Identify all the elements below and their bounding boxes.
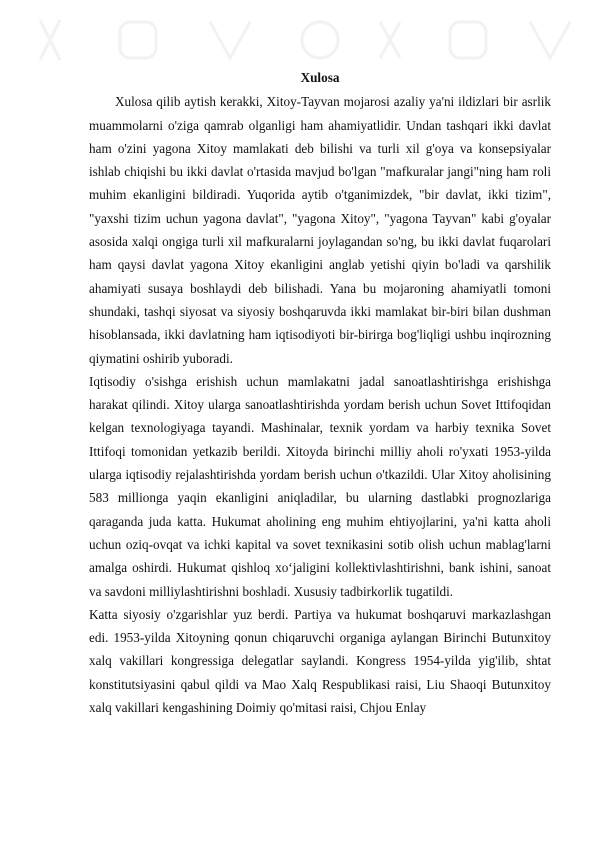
paragraph-economy: Iqtisodiy o'sishga erishish uchun mamlakatni jadal sanoatlashtirishga erishishga harakat qilindi. Xitoy ularga sanoatlashtirishda yordam berish uchun Sovet Ittifoqidan kelgan texnologiyaga tayandi. Mashinalar, texnik yordam va harbiy texnika Sovet Ittifoqi tomonidan yetkazib berildi. Xitoyda birinchi milliy aholi ro'yxati 1953-yilda ularga iqtisodiy rejalashtirishda yordam berish uchun o'tkazildi. Ular Xitoy aholisining 583 millionga yaqin ekanligini aniqladilar, bu ularning dastlabki prognozlariga qaraganda juda katta. Hukumat aholining eng muhim ehtiyojlarini, ya'ni katta aholi uchun oziq-ovqat va ichki kapital va sovet texnikasini sotib olish uchun mablag'larni amalga oshirdi. Hukumat qishloq xoʻjaligini kollektivlashtirishni, bank ishini, sanoat va savdoni milliylashtirishni boshladi. Xususiy tadbirkorlik tugatildi. bbox=[89, 373, 551, 599]
paragraph-politics: Katta siyosiy o'zgarishlar yuz berdi. Partiya va hukumat boshqaruvi markazlashgan edi. 1953-yilda Xitoyning qonun chiqaruvchi organiga aylangan Birinchi Butunxitoy xalq vakillari kongressiga delegatlar saylandi. Kongress 1954-yilda yig'ilib, shtat konstitutsiyasini qabul qildi va Mao Xalq Respublikasi raisi, Liu Shaoqi Butunxitoy xalq vakillari kengashining Doimiy qo'mitasi raisi, Chjou Enlay bbox=[89, 606, 551, 716]
page-title: Xulosa bbox=[300, 70, 340, 85]
document-body bbox=[89, 62, 551, 719]
paragraph-conclusion: Xulosa qilib aytish kerakki, Xitoy-Tayvan mojarosi azaliy ya'ni ildizlari bir asrlik muammolarni o'ziga qamrab olganligi ham ahamiyatlidir. Undan tashqari ikki davlat ham o'zini yagona Xitoy mamlakati deb bilishi va turli xil g'oya va konsepsiyalar ishlab chiqishi bu ikki davlat o'rtasida mavjud bo'lgan "mafkuralar jangi"ning ham roli muhim ekanligini bildiradi. Yuqorida aytib o'tganimizdek, "bir davlat, ikki tizim", "yaxshi tizim uchun yagona davlat", "yagona Xitoy", "yagona Tayvan" kabi g'oyalar asosida xalqi ongiga turli xil mafkuralarni joylagandan so'ng, bu ikki davlat fuqarolari ham qaysi davlat yagona Xitoy ekanligini anglab yetishi qiyin bo'ladi va qarshilik ahamiyati susaya boshlaydi deb bilishadi. Yana bu mojaroning ahamiyatli tomoni shundaki, tashqi siyosat va siyosiy boshqaruvda ikki mamlakat bir-biri bilan dushman hisoblansada, ikki davlatning ham iqtisodiyoti bir-birirga bog'liqligi ushbu inqirozning qiymatini oshirib yuboradi. bbox=[89, 94, 551, 366]
